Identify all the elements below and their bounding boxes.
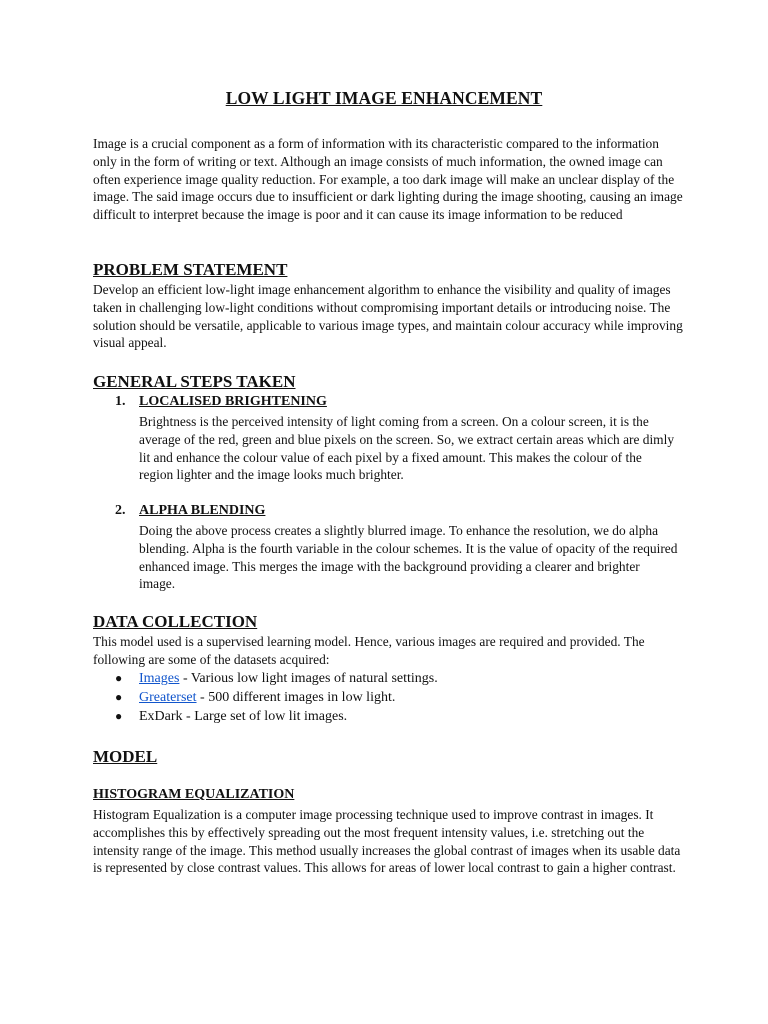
step-1-title: LOCALISED BRIGHTENING (139, 394, 327, 409)
step-2-title: ALPHA BLENDING (139, 503, 266, 518)
data-collection-heading: DATA COLLECTION (93, 612, 258, 631)
problem-statement-heading: PROBLEM STATEMENT (93, 260, 288, 279)
model-heading: MODEL (93, 747, 158, 766)
list-item-greaterset (93, 688, 438, 707)
exdark-dataset-name: ExDark (139, 709, 183, 724)
greaterset-dataset-link[interactable]: Greaterset (139, 690, 197, 705)
images-dataset-desc: - Various low light images of natural settings. (179, 671, 438, 686)
document-title: LOW LIGHT IMAGE ENHANCEMENT (225, 88, 543, 108)
list-item-exdark (93, 707, 438, 726)
data-collection-body: This model used is a supervised learning model. Hence, various images are required and provided. The following are some of the datasets acquired: (93, 634, 645, 667)
step-2-number: 2. (115, 503, 126, 518)
histogram-equalization-body: Histogram Equalization is a computer image processing technique used to improve contrast in images. It accomplishes this by effectively spreading out the most frequent intensity values, i.e. stretching out the intensity range of the image. This method usually increases the global contrast of images when its usable data is represented by close contrast values. This allows for areas of lower local contrast to gain a higher contrast. (93, 807, 681, 876)
bullet-icon: ● (115, 709, 123, 723)
greaterset-dataset-desc: - 500 different images in low light. (196, 690, 396, 705)
problem-statement-body: Develop an efficient low-light image enhancement algorithm to enhance the visibility and quality of images taken in challenging low-light conditions without compromising important details or introducing noise. The solution should be versatile, applicable to various image types, and maintain colour accuracy while improving visual appeal. (93, 282, 683, 351)
images-dataset-link[interactable]: Images (139, 671, 180, 686)
list-item-images (93, 669, 438, 688)
exdark-dataset-desc: - Large set of low lit images. (182, 709, 348, 724)
step-2-body: Doing the above process creates a slightly blurred image. To enhance the resolution, we do alpha blending. Alpha is the fourth variable in the colour schemes. It is the value of opacity of the required enhanced image. This merges the image with the background providing a clearer and brighter image. (139, 523, 678, 592)
intro-paragraph: Image is a crucial component as a form of information with its characteristic compared to the information only in the form of writing or text. Although an image consists of much information, the owned image can often experience image quality reduction. For example, a too dark image will make an unclear display of the image. The said image occurs due to insufficient or dark lighting during the image shooting, causing an image difficult to interpret because the image is poor and it can cause its image information to be reduced (93, 136, 683, 223)
step-1-number: 1. (115, 394, 126, 409)
dataset-list (93, 669, 438, 726)
histogram-equalization-heading: HISTOGRAM EQUALIZATION (93, 787, 295, 802)
general-steps-heading: GENERAL STEPS TAKEN (93, 372, 296, 391)
bullet-icon: ● (115, 671, 123, 685)
step-1-body: Brightness is the perceived intensity of light coming from a screen. On a colour screen, it is the average of the red, green and blue pixels on the screen. So, we extract certain areas which are dimly lit and enhance the colour value of each pixel by a fixed amount. This makes the colour of the region lighter and the image looks much brighter. (139, 414, 675, 483)
bullet-icon: ● (115, 690, 123, 704)
